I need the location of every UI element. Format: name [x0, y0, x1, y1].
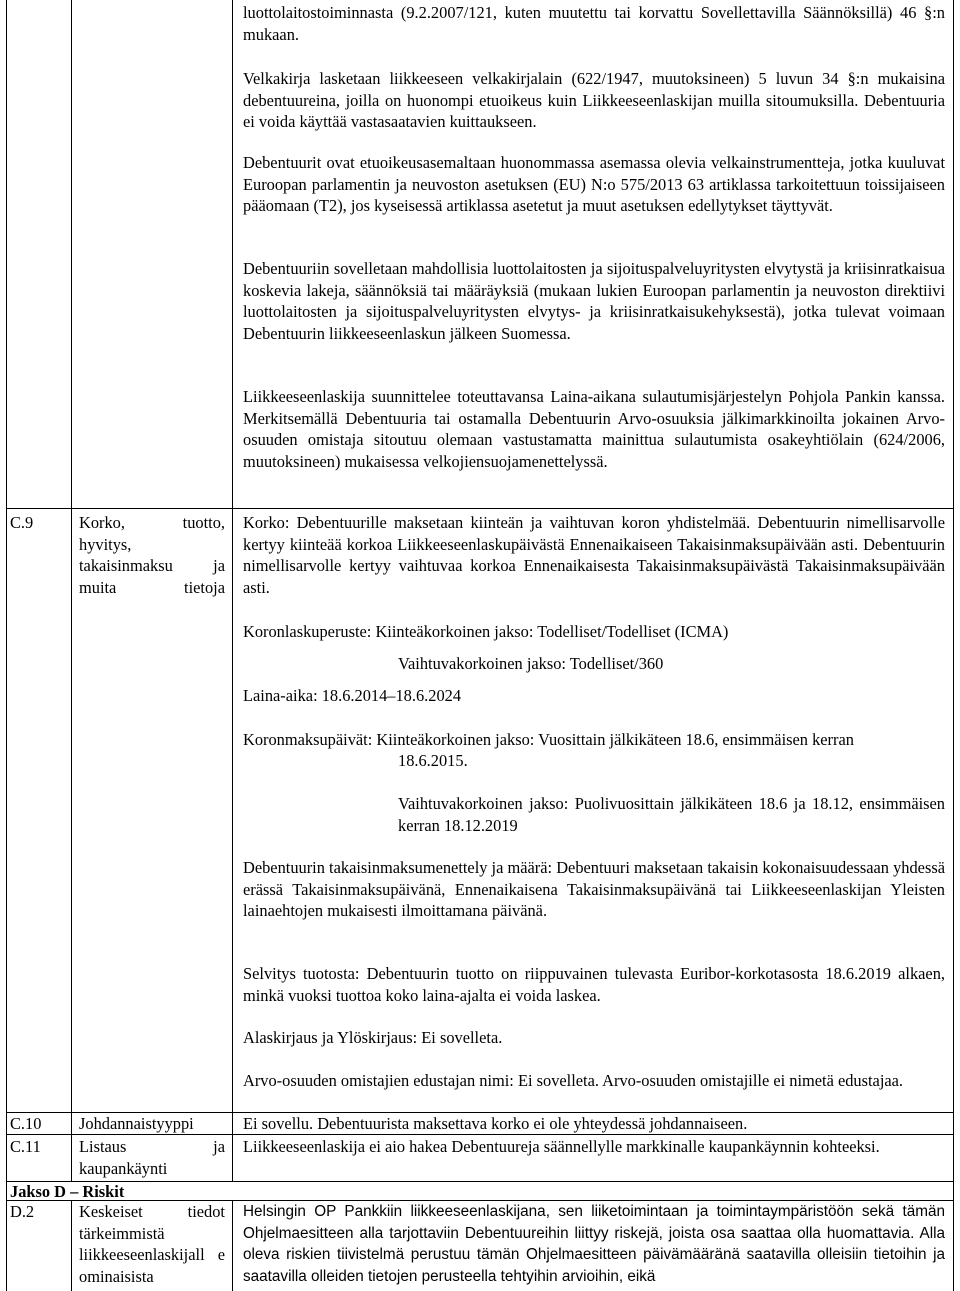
table-border-col1b — [71, 1200, 72, 1291]
c9-laina-aika: Laina-aika: 18.6.2014–18.6.2024 — [243, 686, 462, 705]
section-d-heading: Jakso D – Riskit — [10, 1182, 125, 1201]
table-border-col2b — [232, 1200, 233, 1291]
table-border-right — [953, 0, 954, 1291]
d2-text: Helsingin OP Pankkiin liikkeeseenlaskijana, sen liiketoimintaan ja toimintaympäristöön sekä tämän Ohjelmaesitteen alla tarjottaviin Debentuureihin liittyy riskejä, joista osa saattaa olla huomattavia. Alla oleva riskien tiivistelmä perustuu tämän Ohjelmaesitteen päivämääränä saatavilla olleisiin tietoihin ja saatavilla olleiden tietojen perusteella tehtyihin arvioihin, eikä — [243, 1203, 945, 1286]
c9-korko: Korko: Debentuurille maksetaan kiinteän ja vaihtuvan koron yhdistelmää. Debentuurin nimellisarvolle kertyy kiinteää korkoa Liikkeeseenlaskupäivästä Ennenaikaiseen Takaisinmaksupäivään asti. Debentuurin nimellisarvolle kertyy vaihtuvaa korkoa Ennenaikaisesta Takaisinmaksupäivästä Takaisinmaksupäivään asti. — [243, 513, 945, 598]
c10-text: Ei sovellu. Debentuurista maksettava korko ei ole yhteydessä johdannaiseen. — [243, 1114, 748, 1133]
row-divider-c9 — [6, 508, 954, 509]
c9-tuotto: Selvitys tuotosta: Debentuurin tuotto on riippuvainen tulevasta Euribor-korkotasosta 18.6.2019 alkaen, minkä vuoksi tuottoa koko laina-ajalta ei voida laskea. — [243, 964, 945, 1005]
top-paragraph-1: luottolaitostoiminnasta (9.2.2007/121, kuten muutettu tai korvattu Sovellettavilla Säännöksillä) 46 §:n mukaan. — [243, 3, 945, 44]
c9-code: C.9 — [10, 513, 34, 532]
d2-label: Keskeiset tiedot tärkeimmistä liikkeeseenlaskijall e ominaisista — [79, 1202, 225, 1287]
top-paragraph-5: Liikkeeseenlaskija suunnittelee toteuttavansa Laina-aikana sulautumisjärjestelyn Pohjola Pankin kanssa. Merkitsemällä Debentuuria tai ostamalla Debentuurin Arvo-osuuksia jälkimarkkinoilta jokainen Arvo-osuuden omistaja sitoutuu olemaan vastustamatta mainittua sulautumista osakeyhtiölain (624/2006, muutoksineen) mukaisessa velkojiensuojamenettelyssä. — [243, 387, 945, 472]
c9-label: Korko, tuotto, hyvitys, takaisinmaksu ja muita tietoja — [79, 513, 225, 598]
c11-code: C.11 — [10, 1137, 41, 1156]
c9-maksupaivat-1: Koronmaksupäivät: Kiinteäkorkoinen jakso: Vuosittain jälkikäteen 18.6, ensimmäisen kerran — [243, 730, 854, 749]
c10-label: Johdannaistyyppi — [79, 1114, 194, 1133]
table-border-col2 — [232, 0, 233, 1182]
c9-alaskirjaus: Alaskirjaus ja Ylöskirjaus: Ei sovelleta. — [243, 1028, 503, 1047]
c10-code: C.10 — [10, 1114, 42, 1133]
d2-code: D.2 — [10, 1202, 35, 1221]
c11-text: Liikkeeseenlaskija ei aio hakea Debentuureja säännellylle markkinalle kaupankäynnin kohteeksi. — [243, 1137, 880, 1156]
table-border-col1 — [71, 0, 72, 1182]
c9-takaisinmaksu: Debentuurin takaisinmaksumenettely ja määrä: Debentuuri maksetaan takaisin kokonaisuudessaan yhdessä erässä Takaisinmaksupäivänä, Ennenaikaisena Takaisinmaksupäivänä tai Liikkeeseenlaskijan Yleisten lainaehtojen mukaisesti ilmoittamana päivänä. — [243, 858, 945, 921]
table-border-left — [6, 0, 7, 1291]
c9-koronlaskuperuste: Koronlaskuperuste: Kiinteäkorkoinen jakso: Todelliset/Todelliset (ICMA) — [243, 622, 729, 641]
top-paragraph-3: Debentuurit ovat etuoikeusasemaltaan huonommassa asemassa olevia velkainstrumentteja, jotka kuuluvat Euroopan parlamentin ja neuvoston asetuksen (EU) N:o 575/2013 63 artiklassa tarkoitettuun toissijaiseen pääomaan (T2), jos kyseisessä artiklassa asetetut ja muut asetuksen edellytykset täyttyvät. — [243, 153, 945, 216]
c11-label: Listaus ja kaupankäynti — [79, 1137, 225, 1178]
top-paragraph-4: Debentuuriin sovelletaan mahdollisia luottolaitosten ja sijoituspalveluyritysten elvytystä ja kriisinratkaisua koskevia lakeja, säännöksiä tai määräyksiä (mukaan lukien Euroopan parlamentin ja neuvoston direktiivi luottolaitosten ja sijoituspalveluyritysten elvytys- ja kriisinratkaisukehyksestä), jotka tulevat voimaan Debentuurin liikkeeseenlaskun jälkeen Suomessa. — [243, 259, 945, 344]
row-divider-section-d — [6, 1181, 954, 1182]
c9-maksupaivat-3: Vaihtuvakorkoinen jakso: Puolivuosittain jälkikäteen 18.6 ja 18.12, ensimmäisen kerran 18.12.2019 — [398, 794, 945, 835]
top-paragraph-2: Velkakirja lasketaan liikkeeseen velkakirjalain (622/1947, muutoksineen) 5 luvun 34 §:n mukaisina debentuureina, joilla on huonompi etuoikeus kuin Liikkeeseenlaskijan muilla sitoumuksilla. Debentuuria ei voida käyttää vastasaatavien kuittaukseen. — [243, 69, 945, 132]
c9-vaihtuva-peruste: Vaihtuvakorkoinen jakso: Todelliset/360 — [398, 654, 664, 673]
c9-maksupaivat-2: 18.6.2015. — [398, 751, 468, 770]
c9-edustaja: Arvo-osuuden omistajien edustajan nimi: Ei sovelleta. Arvo-osuuden omistajille ei nimetä edustajaa. — [243, 1071, 904, 1090]
